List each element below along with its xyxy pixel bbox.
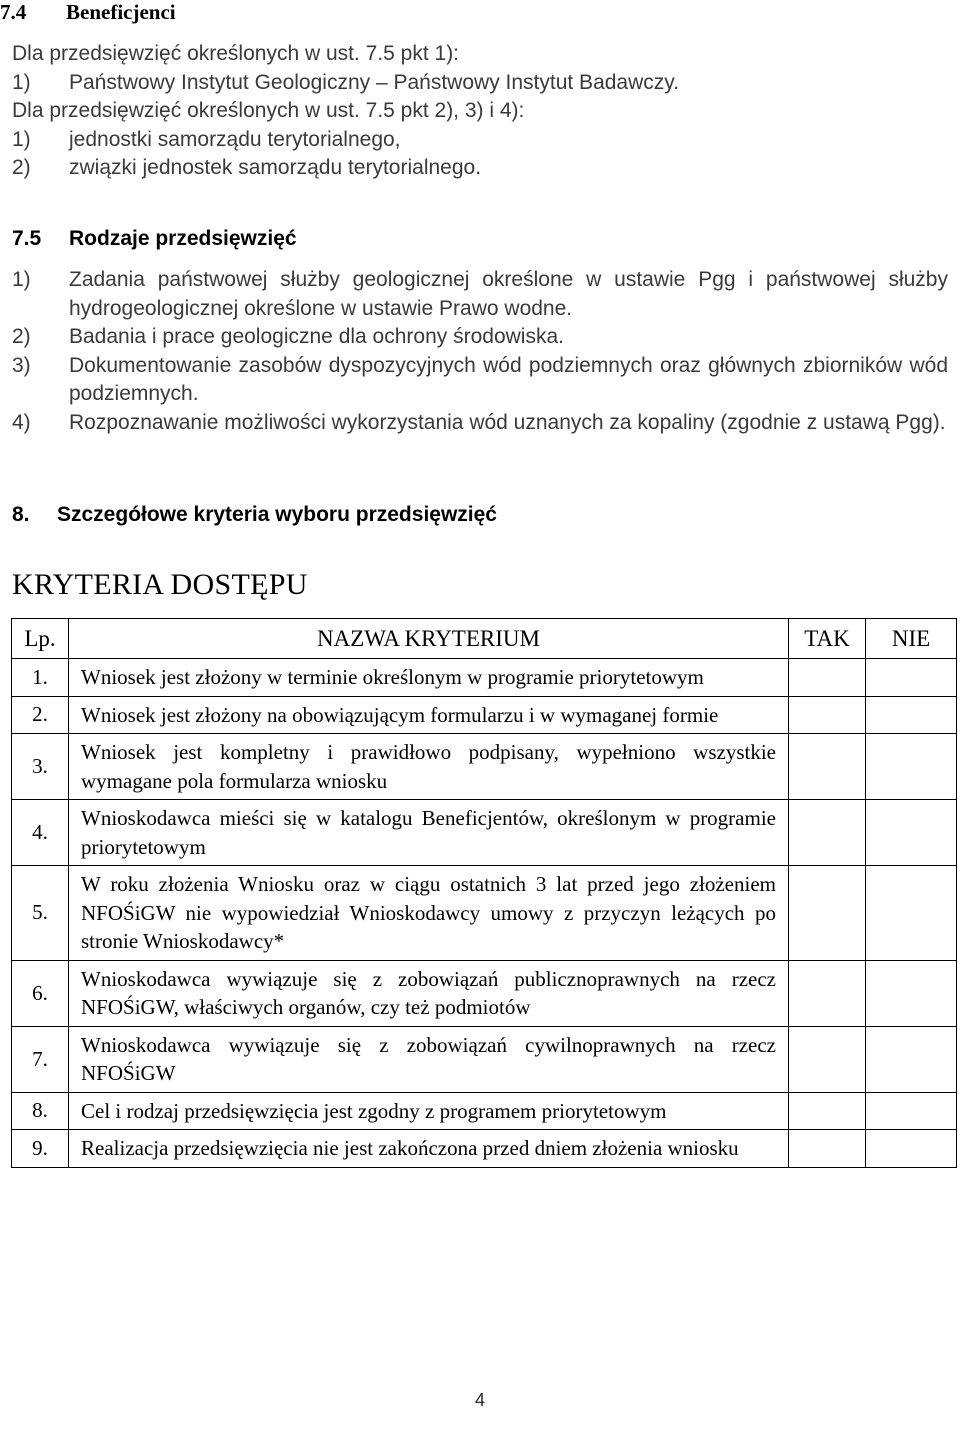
section-title: Szczegółowe kryteria wyboru przedsięwzięć: [57, 503, 497, 526]
section-number: 8.: [12, 503, 30, 526]
section-8-heading: [12, 503, 497, 527]
table-row: [12, 960, 957, 1026]
no-cell[interactable]: [866, 1092, 957, 1130]
no-cell[interactable]: [866, 800, 957, 866]
table-row: [12, 1092, 957, 1130]
no-cell[interactable]: [866, 1130, 957, 1168]
yes-cell[interactable]: [789, 866, 866, 961]
section-7-5-heading: [12, 227, 297, 251]
row-number: 1.: [12, 659, 69, 697]
table-row: [12, 1130, 957, 1168]
project-types-list: [12, 266, 948, 437]
criterion-text: Realizacja przedsięwzięcia nie jest zakończona przed dniem złożenia wniosku: [69, 1130, 789, 1168]
intro-line: 1) jednostki samorządu terytorialnego,: [12, 127, 401, 151]
col-header-no: NIE: [866, 619, 957, 659]
yes-cell[interactable]: [789, 1130, 866, 1168]
criterion-text: W roku złożenia Wniosku oraz w ciągu ostatnich 3 lat przed jego złożeniem NFOŚiGW nie wypowiedział Wnioskodawcy umowy z przyczyn leżących po stronie Wnioskodawcy*: [69, 866, 789, 961]
no-cell[interactable]: [866, 734, 957, 800]
yes-cell[interactable]: [789, 1092, 866, 1130]
table-header-row: [12, 619, 957, 659]
list-item: 3) Dokumentowanie zasobów dyspozycyjnych wód podziemnych oraz głównych zbiorników wód podziemnych.: [12, 353, 948, 405]
row-number: 3.: [12, 734, 69, 800]
intro-line: Dla przedsięwzięć określonych w ust. 7.5 pkt 2), 3) i 4):: [12, 99, 525, 122]
yes-cell[interactable]: [789, 800, 866, 866]
col-header-name: NAZWA KRYTERIUM: [69, 619, 789, 659]
criterion-text: Wnioskodawca mieści się w katalogu Beneficjentów, określonym w programie priorytetowym: [69, 800, 789, 866]
section-title: Rodzaje przedsięwzięć: [69, 227, 297, 250]
list-item: 4) Rozpoznawanie możliwości wykorzystania wód uznanych za kopaliny (zgodnie z ustawą Pgg).: [12, 410, 946, 434]
col-header-lp: Lp.: [12, 619, 69, 659]
list-item: 1) Zadania państwowej służby geologicznej określone w ustawie Pgg i państwowej służby hydrogeologicznej określone w ustawie Prawo wodne.: [12, 268, 948, 320]
intro-line: 2) związki jednostek samorządu terytorialnego.: [12, 156, 482, 179]
section-number: 7.4: [0, 0, 27, 24]
criteria-heading: KRYTERIA DOSTĘPU: [12, 568, 308, 601]
criterion-text: Cel i rodzaj przedsięwzięcia jest zgodny z programem priorytetowym: [69, 1092, 789, 1130]
section-7-4-heading: [0, 0, 176, 24]
yes-cell[interactable]: [789, 1026, 866, 1092]
row-number: 6.: [12, 960, 69, 1026]
section-title: Beneficjenci: [66, 0, 176, 24]
yes-cell[interactable]: [789, 960, 866, 1026]
no-cell[interactable]: [866, 696, 957, 734]
section-number: 7.5: [12, 227, 42, 250]
no-cell[interactable]: [866, 866, 957, 961]
page-number: 4: [474, 1390, 485, 1410]
row-number: 8.: [12, 1092, 69, 1130]
row-number: 4.: [12, 800, 69, 866]
row-number: 7.: [12, 1026, 69, 1092]
row-number: 9.: [12, 1130, 69, 1168]
criterion-text: Wniosek jest złożony w terminie określonym w programie priorytetowym: [69, 659, 789, 697]
list-item: 2) Badania i prace geologiczne dla ochrony środowiska.: [12, 325, 564, 348]
no-cell[interactable]: [866, 960, 957, 1026]
yes-cell[interactable]: [789, 659, 866, 697]
row-number: 2.: [12, 696, 69, 734]
yes-cell[interactable]: [789, 696, 866, 734]
table-row: [12, 696, 957, 734]
yes-cell[interactable]: [789, 734, 866, 800]
criteria-table: [11, 618, 957, 1168]
table-row: [12, 659, 957, 697]
criterion-text: Wniosek jest złożony na obowiązującym formularzu i w wymaganej formie: [69, 696, 789, 734]
beneficiaries-text: [12, 40, 679, 183]
table-row: [12, 866, 957, 961]
col-header-yes: TAK: [789, 619, 866, 659]
criterion-text: Wniosek jest kompletny i prawidłowo podpisany, wypełniono wszystkie wymagane pola formularza wniosku: [69, 734, 789, 800]
table-row: [12, 1026, 957, 1092]
intro-line: Dla przedsięwzięć określonych w ust. 7.5 pkt 1):: [12, 42, 460, 65]
intro-line: 1) Państwowy Instytut Geologiczny – Państwowy Instytut Badawczy.: [12, 70, 680, 94]
criterion-text: Wnioskodawca wywiązuje się z zobowiązań cywilnoprawnych na rzecz NFOŚiGW: [69, 1026, 789, 1092]
row-number: 5.: [12, 866, 69, 961]
no-cell[interactable]: [866, 1026, 957, 1092]
no-cell[interactable]: [866, 659, 957, 697]
criterion-text: Wnioskodawca wywiązuje się z zobowiązań publicznoprawnych na rzecz NFOŚiGW, właściwych organów, czy też podmiotów: [69, 960, 789, 1026]
table-row: [12, 734, 957, 800]
table-row: [12, 800, 957, 866]
